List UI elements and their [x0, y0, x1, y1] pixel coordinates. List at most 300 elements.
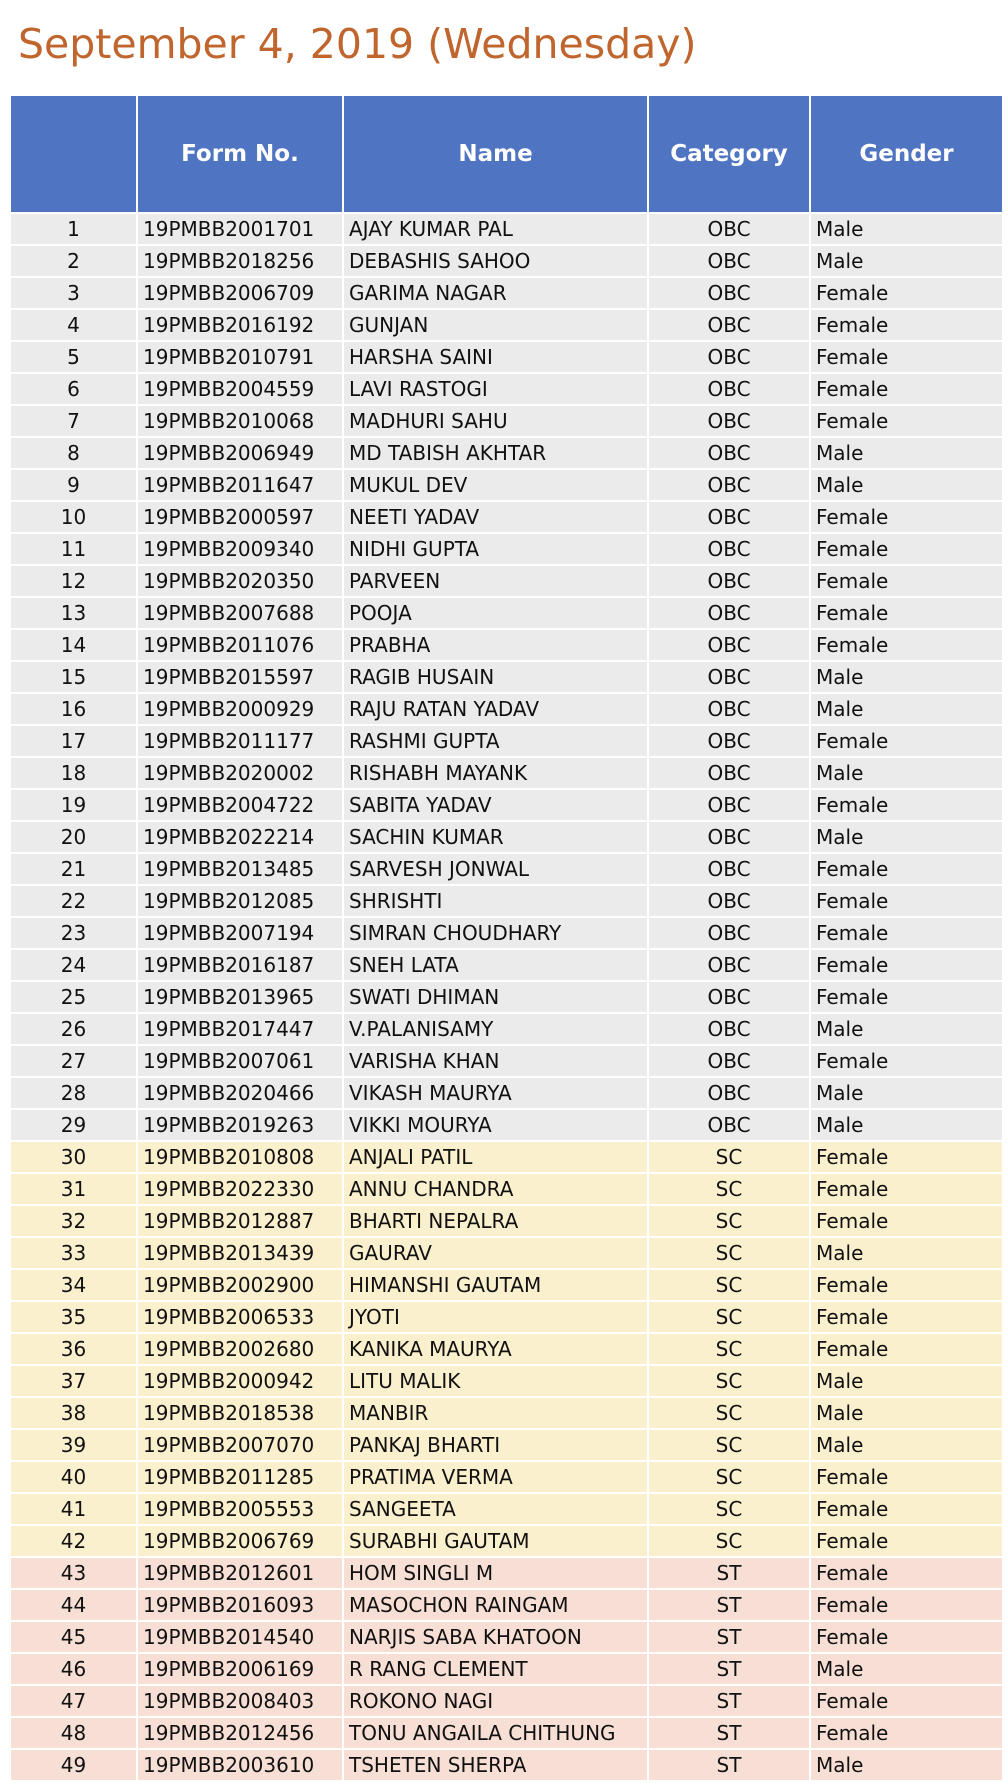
cell-name: SWATI DHIMAN — [344, 982, 649, 1014]
table-row — [11, 982, 1002, 1014]
table-row — [11, 630, 1002, 662]
cell-category: OBC — [649, 438, 811, 470]
cell-category: ST — [649, 1622, 811, 1654]
cell-name: SHRISHTI — [344, 886, 649, 918]
cell-name: ROKONO NAGI — [344, 1686, 649, 1718]
cell-category: OBC — [649, 1046, 811, 1078]
cell-category: SC — [649, 1366, 811, 1398]
header-name: Name — [344, 96, 649, 214]
cell-form-no: 19PMBB2004722 — [138, 790, 344, 822]
table-row — [11, 1590, 1002, 1622]
cell-name: HIMANSHI GAUTAM — [344, 1270, 649, 1302]
table-row — [11, 1334, 1002, 1366]
cell-name: PRATIMA VERMA — [344, 1462, 649, 1494]
cell-gender: Male — [811, 438, 1002, 470]
cell-name: VARISHA KHAN — [344, 1046, 649, 1078]
cell-name: GAURAV — [344, 1238, 649, 1270]
cell-form-no: 19PMBB2011285 — [138, 1462, 344, 1494]
cell-gender: Female — [811, 534, 1002, 566]
cell-gender: Female — [811, 1686, 1002, 1718]
cell-form-no: 19PMBB2014540 — [138, 1622, 344, 1654]
cell-name: MANBIR — [344, 1398, 649, 1430]
cell-name: ANJALI PATIL — [344, 1142, 649, 1174]
cell-category: OBC — [649, 470, 811, 502]
cell-gender: Female — [811, 886, 1002, 918]
cell-category: ST — [649, 1686, 811, 1718]
cell-category: OBC — [649, 822, 811, 854]
cell-serial-number: 2 — [11, 246, 138, 278]
cell-name: R RANG CLEMENT — [344, 1654, 649, 1686]
cell-form-no: 19PMBB2011177 — [138, 726, 344, 758]
cell-gender: Female — [811, 726, 1002, 758]
cell-gender: Male — [811, 1430, 1002, 1462]
table-row — [11, 502, 1002, 534]
cell-gender: Female — [811, 1622, 1002, 1654]
cell-serial-number: 25 — [11, 982, 138, 1014]
cell-serial-number: 14 — [11, 630, 138, 662]
cell-form-no: 19PMBB2004559 — [138, 374, 344, 406]
table-row — [11, 1686, 1002, 1718]
cell-category: OBC — [649, 598, 811, 630]
cell-serial-number: 5 — [11, 342, 138, 374]
table-row — [11, 918, 1002, 950]
cell-gender: Female — [811, 790, 1002, 822]
header-gender: Gender — [811, 96, 1002, 214]
cell-serial-number: 19 — [11, 790, 138, 822]
table-row — [11, 822, 1002, 854]
cell-form-no: 19PMBB2016192 — [138, 310, 344, 342]
cell-category: OBC — [649, 566, 811, 598]
cell-name: SACHIN KUMAR — [344, 822, 649, 854]
cell-serial-number: 37 — [11, 1366, 138, 1398]
cell-name: JYOTI — [344, 1302, 649, 1334]
cell-name: HOM SINGLI M — [344, 1558, 649, 1590]
cell-gender: Male — [811, 822, 1002, 854]
table-row — [11, 1110, 1002, 1142]
cell-serial-number: 35 — [11, 1302, 138, 1334]
cell-name: VIKASH MAURYA — [344, 1078, 649, 1110]
cell-serial-number: 45 — [11, 1622, 138, 1654]
cell-name: NARJIS SABA KHATOON — [344, 1622, 649, 1654]
cell-serial-number: 11 — [11, 534, 138, 566]
header-category: Category — [649, 96, 811, 214]
table-row — [11, 438, 1002, 470]
cell-gender: Female — [811, 566, 1002, 598]
cell-name: DEBASHIS SAHOO — [344, 246, 649, 278]
cell-form-no: 19PMBB2013485 — [138, 854, 344, 886]
cell-form-no: 19PMBB2006533 — [138, 1302, 344, 1334]
cell-form-no: 19PMBB2010068 — [138, 406, 344, 438]
cell-gender: Male — [811, 1398, 1002, 1430]
cell-gender: Female — [811, 1334, 1002, 1366]
cell-serial-number: 32 — [11, 1206, 138, 1238]
cell-form-no: 19PMBB2010808 — [138, 1142, 344, 1174]
cell-gender: Male — [811, 662, 1002, 694]
cell-name: PANKAJ BHARTI — [344, 1430, 649, 1462]
cell-gender: Female — [811, 1174, 1002, 1206]
cell-name: ANNU CHANDRA — [344, 1174, 649, 1206]
table-row — [11, 214, 1002, 246]
table-row — [11, 1494, 1002, 1526]
table-row — [11, 1174, 1002, 1206]
cell-gender: Female — [811, 374, 1002, 406]
cell-category: SC — [649, 1270, 811, 1302]
cell-serial-number: 4 — [11, 310, 138, 342]
cell-form-no: 19PMBB2022214 — [138, 822, 344, 854]
cell-serial-number: 36 — [11, 1334, 138, 1366]
cell-category: SC — [649, 1462, 811, 1494]
cell-form-no: 19PMBB2020002 — [138, 758, 344, 790]
cell-gender: Female — [811, 1142, 1002, 1174]
header-serial-number — [11, 96, 138, 214]
cell-name: SANGEETA — [344, 1494, 649, 1526]
cell-form-no: 19PMBB2016187 — [138, 950, 344, 982]
cell-category: ST — [649, 1590, 811, 1622]
cell-form-no: 19PMBB2006949 — [138, 438, 344, 470]
cell-serial-number: 20 — [11, 822, 138, 854]
cell-gender: Female — [811, 1302, 1002, 1334]
cell-category: SC — [649, 1142, 811, 1174]
cell-gender: Female — [811, 310, 1002, 342]
cell-serial-number: 12 — [11, 566, 138, 598]
cell-serial-number: 29 — [11, 1110, 138, 1142]
table-row — [11, 1526, 1002, 1558]
cell-form-no: 19PMBB2002900 — [138, 1270, 344, 1302]
cell-serial-number: 13 — [11, 598, 138, 630]
table-row — [11, 1430, 1002, 1462]
cell-serial-number: 49 — [11, 1750, 138, 1782]
table-row — [11, 1238, 1002, 1270]
cell-name: NEETI YADAV — [344, 502, 649, 534]
cell-form-no: 19PMBB2007194 — [138, 918, 344, 950]
cell-serial-number: 41 — [11, 1494, 138, 1526]
cell-category: SC — [649, 1206, 811, 1238]
cell-gender: Female — [811, 854, 1002, 886]
cell-serial-number: 26 — [11, 1014, 138, 1046]
table-row — [11, 1078, 1002, 1110]
cell-serial-number: 43 — [11, 1558, 138, 1590]
cell-name: MADHURI SAHU — [344, 406, 649, 438]
table-row — [11, 1014, 1002, 1046]
cell-serial-number: 24 — [11, 950, 138, 982]
cell-name: TONU ANGAILA CHITHUNG — [344, 1718, 649, 1750]
cell-gender: Male — [811, 1078, 1002, 1110]
cell-form-no: 19PMBB2020466 — [138, 1078, 344, 1110]
cell-category: OBC — [649, 310, 811, 342]
cell-gender: Male — [811, 1750, 1002, 1782]
table-row — [11, 470, 1002, 502]
cell-gender: Female — [811, 1046, 1002, 1078]
cell-category: SC — [649, 1174, 811, 1206]
cell-serial-number: 48 — [11, 1718, 138, 1750]
cell-form-no: 19PMBB2012085 — [138, 886, 344, 918]
cell-form-no: 19PMBB2011076 — [138, 630, 344, 662]
cell-category: ST — [649, 1718, 811, 1750]
cell-category: OBC — [649, 534, 811, 566]
cell-category: OBC — [649, 1110, 811, 1142]
cell-gender: Male — [811, 470, 1002, 502]
cell-category: OBC — [649, 406, 811, 438]
table-row — [11, 726, 1002, 758]
cell-gender: Female — [811, 1494, 1002, 1526]
cell-gender: Male — [811, 1366, 1002, 1398]
cell-name: PARVEEN — [344, 566, 649, 598]
cell-gender: Female — [811, 630, 1002, 662]
cell-form-no: 19PMBB2013965 — [138, 982, 344, 1014]
cell-category: OBC — [649, 630, 811, 662]
cell-gender: Male — [811, 758, 1002, 790]
cell-form-no: 19PMBB2015597 — [138, 662, 344, 694]
table-row — [11, 406, 1002, 438]
table-row — [11, 1462, 1002, 1494]
cell-gender: Female — [811, 1270, 1002, 1302]
cell-category: SC — [649, 1398, 811, 1430]
cell-name: MUKUL DEV — [344, 470, 649, 502]
cell-gender: Female — [811, 918, 1002, 950]
cell-name: PRABHA — [344, 630, 649, 662]
table-row — [11, 534, 1002, 566]
cell-name: SURABHI GAUTAM — [344, 1526, 649, 1558]
table-row — [11, 1398, 1002, 1430]
cell-category: OBC — [649, 502, 811, 534]
cell-gender: Male — [811, 246, 1002, 278]
cell-gender: Male — [811, 1654, 1002, 1686]
cell-serial-number: 7 — [11, 406, 138, 438]
header-row — [11, 96, 1002, 214]
cell-serial-number: 34 — [11, 1270, 138, 1302]
cell-name: RISHABH MAYANK — [344, 758, 649, 790]
cell-form-no: 19PMBB2010791 — [138, 342, 344, 374]
cell-gender: Female — [811, 950, 1002, 982]
cell-form-no: 19PMBB2008403 — [138, 1686, 344, 1718]
cell-category: OBC — [649, 758, 811, 790]
cell-gender: Female — [811, 598, 1002, 630]
cell-serial-number: 15 — [11, 662, 138, 694]
cell-category: OBC — [649, 278, 811, 310]
cell-form-no: 19PMBB2005553 — [138, 1494, 344, 1526]
cell-form-no: 19PMBB2016093 — [138, 1590, 344, 1622]
cell-category: OBC — [649, 694, 811, 726]
cell-name: TSHETEN SHERPA — [344, 1750, 649, 1782]
cell-form-no: 19PMBB2012601 — [138, 1558, 344, 1590]
cell-serial-number: 18 — [11, 758, 138, 790]
table-row — [11, 886, 1002, 918]
cell-name: SIMRAN CHOUDHARY — [344, 918, 649, 950]
cell-serial-number: 38 — [11, 1398, 138, 1430]
cell-category: SC — [649, 1302, 811, 1334]
cell-category: OBC — [649, 886, 811, 918]
table-row — [11, 1750, 1002, 1782]
table-row — [11, 566, 1002, 598]
cell-form-no: 19PMBB2007061 — [138, 1046, 344, 1078]
cell-name: RASHMI GUPTA — [344, 726, 649, 758]
cell-form-no: 19PMBB2000942 — [138, 1366, 344, 1398]
table-body — [11, 214, 1002, 1782]
cell-name: SARVESH JONWAL — [344, 854, 649, 886]
cell-gender: Male — [811, 1238, 1002, 1270]
cell-category: OBC — [649, 342, 811, 374]
cell-gender: Female — [811, 278, 1002, 310]
table-row — [11, 1302, 1002, 1334]
cell-category: OBC — [649, 1014, 811, 1046]
cell-form-no: 19PMBB2013439 — [138, 1238, 344, 1270]
table-row — [11, 246, 1002, 278]
cell-form-no: 19PMBB2006709 — [138, 278, 344, 310]
cell-category: OBC — [649, 790, 811, 822]
cell-serial-number: 1 — [11, 214, 138, 246]
cell-name: V.PALANISAMY — [344, 1014, 649, 1046]
cell-form-no: 19PMBB2018538 — [138, 1398, 344, 1430]
cell-category: ST — [649, 1558, 811, 1590]
cell-category: ST — [649, 1654, 811, 1686]
cell-name: BHARTI NEPALRA — [344, 1206, 649, 1238]
cell-category: SC — [649, 1526, 811, 1558]
cell-serial-number: 31 — [11, 1174, 138, 1206]
cell-gender: Female — [811, 1462, 1002, 1494]
cell-form-no: 19PMBB2018256 — [138, 246, 344, 278]
cell-form-no: 19PMBB2000597 — [138, 502, 344, 534]
cell-category: ST — [649, 1750, 811, 1782]
cell-name: HARSHA SAINI — [344, 342, 649, 374]
cell-form-no: 19PMBB2017447 — [138, 1014, 344, 1046]
cell-category: SC — [649, 1430, 811, 1462]
cell-category: SC — [649, 1238, 811, 1270]
cell-gender: Male — [811, 694, 1002, 726]
table-row — [11, 1046, 1002, 1078]
cell-form-no: 19PMBB2003610 — [138, 1750, 344, 1782]
cell-name: LITU MALIK — [344, 1366, 649, 1398]
cell-gender: Female — [811, 1206, 1002, 1238]
cell-gender: Female — [811, 406, 1002, 438]
page-title: September 4, 2019 (Wednesday) — [18, 20, 697, 68]
table-row — [11, 662, 1002, 694]
table-row — [11, 1558, 1002, 1590]
cell-gender: Female — [811, 1558, 1002, 1590]
candidate-table — [11, 96, 1002, 1782]
cell-category: OBC — [649, 950, 811, 982]
table-row — [11, 1622, 1002, 1654]
cell-form-no: 19PMBB2012456 — [138, 1718, 344, 1750]
cell-gender: Female — [811, 502, 1002, 534]
cell-name: POOJA — [344, 598, 649, 630]
cell-gender: Female — [811, 982, 1002, 1014]
cell-category: OBC — [649, 246, 811, 278]
cell-category: OBC — [649, 214, 811, 246]
cell-category: OBC — [649, 918, 811, 950]
cell-form-no: 19PMBB2009340 — [138, 534, 344, 566]
cell-serial-number: 44 — [11, 1590, 138, 1622]
cell-form-no: 19PMBB2007688 — [138, 598, 344, 630]
cell-name: KANIKA MAURYA — [344, 1334, 649, 1366]
cell-serial-number: 27 — [11, 1046, 138, 1078]
cell-serial-number: 40 — [11, 1462, 138, 1494]
cell-gender: Female — [811, 1590, 1002, 1622]
table-row — [11, 1366, 1002, 1398]
table-row — [11, 790, 1002, 822]
table-row — [11, 342, 1002, 374]
cell-form-no: 19PMBB2011647 — [138, 470, 344, 502]
cell-serial-number: 21 — [11, 854, 138, 886]
table-row — [11, 1718, 1002, 1750]
cell-form-no: 19PMBB2022330 — [138, 1174, 344, 1206]
cell-form-no: 19PMBB2006169 — [138, 1654, 344, 1686]
cell-category: SC — [649, 1494, 811, 1526]
cell-name: SNEH LATA — [344, 950, 649, 982]
cell-gender: Male — [811, 214, 1002, 246]
table-row — [11, 1142, 1002, 1174]
cell-form-no: 19PMBB2012887 — [138, 1206, 344, 1238]
cell-name: RAGIB HUSAIN — [344, 662, 649, 694]
cell-gender: Female — [811, 1718, 1002, 1750]
cell-gender: Female — [811, 342, 1002, 374]
table-row — [11, 1654, 1002, 1686]
table-row — [11, 950, 1002, 982]
cell-category: OBC — [649, 662, 811, 694]
cell-serial-number: 33 — [11, 1238, 138, 1270]
cell-form-no: 19PMBB2019263 — [138, 1110, 344, 1142]
cell-category: SC — [649, 1334, 811, 1366]
cell-category: OBC — [649, 1078, 811, 1110]
table-row — [11, 374, 1002, 406]
cell-name: LAVI RASTOGI — [344, 374, 649, 406]
cell-serial-number: 47 — [11, 1686, 138, 1718]
table-row — [11, 278, 1002, 310]
cell-serial-number: 23 — [11, 918, 138, 950]
cell-gender: Male — [811, 1014, 1002, 1046]
cell-category: OBC — [649, 982, 811, 1014]
table-row — [11, 758, 1002, 790]
cell-name: MASOCHON RAINGAM — [344, 1590, 649, 1622]
cell-serial-number: 30 — [11, 1142, 138, 1174]
cell-serial-number: 16 — [11, 694, 138, 726]
cell-name: AJAY KUMAR PAL — [344, 214, 649, 246]
cell-name: VIKKI MOURYA — [344, 1110, 649, 1142]
cell-serial-number: 10 — [11, 502, 138, 534]
cell-serial-number: 42 — [11, 1526, 138, 1558]
cell-name: SABITA YADAV — [344, 790, 649, 822]
cell-serial-number: 3 — [11, 278, 138, 310]
cell-name: MD TABISH AKHTAR — [344, 438, 649, 470]
cell-serial-number: 8 — [11, 438, 138, 470]
table-row — [11, 1270, 1002, 1302]
cell-serial-number: 46 — [11, 1654, 138, 1686]
cell-serial-number: 22 — [11, 886, 138, 918]
cell-form-no: 19PMBB2006769 — [138, 1526, 344, 1558]
cell-category: OBC — [649, 726, 811, 758]
cell-gender: Female — [811, 1526, 1002, 1558]
cell-name: GARIMA NAGAR — [344, 278, 649, 310]
cell-form-no: 19PMBB2002680 — [138, 1334, 344, 1366]
cell-form-no: 19PMBB2020350 — [138, 566, 344, 598]
table-row — [11, 1206, 1002, 1238]
header-form-no: Form No. — [138, 96, 344, 214]
cell-serial-number: 9 — [11, 470, 138, 502]
cell-name: GUNJAN — [344, 310, 649, 342]
cell-form-no: 19PMBB2007070 — [138, 1430, 344, 1462]
cell-serial-number: 39 — [11, 1430, 138, 1462]
cell-form-no: 19PMBB2000929 — [138, 694, 344, 726]
cell-serial-number: 17 — [11, 726, 138, 758]
table-row — [11, 598, 1002, 630]
table-row — [11, 310, 1002, 342]
cell-category: OBC — [649, 854, 811, 886]
cell-category: OBC — [649, 374, 811, 406]
table-row — [11, 694, 1002, 726]
cell-gender: Male — [811, 1110, 1002, 1142]
table-header — [11, 96, 1002, 214]
cell-name: RAJU RATAN YADAV — [344, 694, 649, 726]
cell-name: NIDHI GUPTA — [344, 534, 649, 566]
